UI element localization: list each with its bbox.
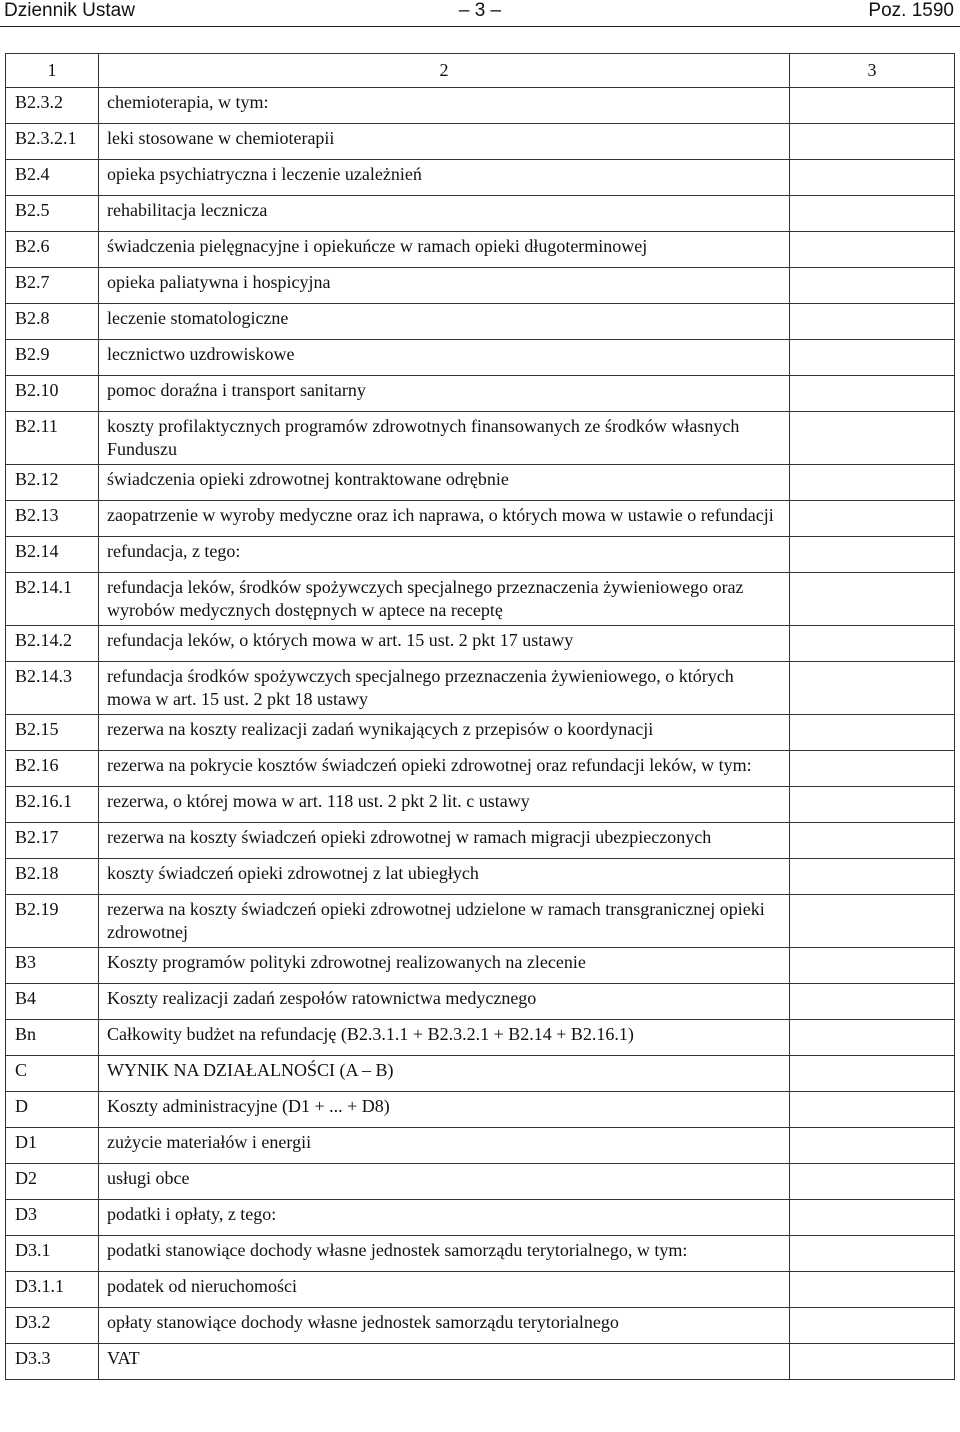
row-value xyxy=(790,1236,955,1272)
row-description: opłaty stanowiące dochody własne jednostek samorządu terytorialnego xyxy=(99,1308,790,1344)
table-row xyxy=(6,304,955,340)
row-code: B2.19 xyxy=(6,895,99,948)
row-code: B2.14.3 xyxy=(6,662,99,715)
row-code: B2.14.1 xyxy=(6,573,99,626)
row-value xyxy=(790,1272,955,1308)
row-description: refundacja leków, o których mowa w art. 15 ust. 2 pkt 17 ustawy xyxy=(99,626,790,662)
row-code: B2.5 xyxy=(6,196,99,232)
row-description: koszty profilaktycznych programów zdrowotnych finansowanych ze środków własnych Funduszu xyxy=(99,412,790,465)
row-value xyxy=(790,1056,955,1092)
row-code: D2 xyxy=(6,1164,99,1200)
table-row xyxy=(6,895,955,948)
position-number: Poz. 1590 xyxy=(868,0,954,21)
table-row xyxy=(6,501,955,537)
row-code: B2.16 xyxy=(6,751,99,787)
row-code: B2.17 xyxy=(6,823,99,859)
row-description: leczenie stomatologiczne xyxy=(99,304,790,340)
row-value xyxy=(790,573,955,626)
row-value xyxy=(790,787,955,823)
row-description: refundacja środków spożywczych specjalnego przeznaczenia żywieniowego, o których mowa w art. 15 ust. 2 pkt 18 ustawy xyxy=(99,662,790,715)
row-value xyxy=(790,1020,955,1056)
table-row xyxy=(6,232,955,268)
table-row xyxy=(6,715,955,751)
row-value xyxy=(790,1308,955,1344)
row-code: B3 xyxy=(6,948,99,984)
row-code: B2.12 xyxy=(6,465,99,501)
table-row xyxy=(6,1344,955,1380)
row-value xyxy=(790,412,955,465)
table-row xyxy=(6,787,955,823)
row-description: refundacja, z tego: xyxy=(99,537,790,573)
row-code: B2.14 xyxy=(6,537,99,573)
table-row xyxy=(6,662,955,715)
table-row xyxy=(6,1236,955,1272)
row-code: D3 xyxy=(6,1200,99,1236)
row-code: B2.16.1 xyxy=(6,787,99,823)
row-code: D3.1.1 xyxy=(6,1272,99,1308)
row-code: Bn xyxy=(6,1020,99,1056)
row-description: świadczenia opieki zdrowotnej kontraktowane odrębnie xyxy=(99,465,790,501)
row-code: B4 xyxy=(6,984,99,1020)
row-description: rezerwa na koszty realizacji zadań wynikających z przepisów o koordynacji xyxy=(99,715,790,751)
row-description: podatki i opłaty, z tego: xyxy=(99,1200,790,1236)
row-description: zużycie materiałów i energii xyxy=(99,1128,790,1164)
row-description: zaopatrzenie w wyroby medyczne oraz ich naprawa, o których mowa w ustawie o refundacji xyxy=(99,501,790,537)
row-code: B2.15 xyxy=(6,715,99,751)
row-description: świadczenia pielęgnacyjne i opiekuńcze w ramach opieki długoterminowej xyxy=(99,232,790,268)
row-code: B2.3.2 xyxy=(6,88,99,124)
row-code: B2.18 xyxy=(6,859,99,895)
row-value xyxy=(790,340,955,376)
table-row xyxy=(6,124,955,160)
row-description: rezerwa na pokrycie kosztów świadczeń opieki zdrowotnej oraz refundacji leków, w tym: xyxy=(99,751,790,787)
row-value xyxy=(790,124,955,160)
row-code: B2.13 xyxy=(6,501,99,537)
row-code: B2.14.2 xyxy=(6,626,99,662)
table-row xyxy=(6,626,955,662)
row-value xyxy=(790,232,955,268)
row-description: podatek od nieruchomości xyxy=(99,1272,790,1308)
table-row xyxy=(6,268,955,304)
row-value xyxy=(790,160,955,196)
row-code: B2.10 xyxy=(6,376,99,412)
column-header: 2 xyxy=(99,54,790,88)
table-row xyxy=(6,751,955,787)
row-value xyxy=(790,465,955,501)
table-row xyxy=(6,340,955,376)
row-value xyxy=(790,1344,955,1380)
table-body xyxy=(6,88,955,1380)
row-code: B2.8 xyxy=(6,304,99,340)
column-header: 3 xyxy=(790,54,955,88)
row-value xyxy=(790,268,955,304)
row-description: Koszty administracyjne (D1 + ... + D8) xyxy=(99,1092,790,1128)
row-description: rezerwa na koszty świadczeń opieki zdrowotnej udzielone w ramach transgranicznej opieki zdrowotnej xyxy=(99,895,790,948)
row-code: B2.6 xyxy=(6,232,99,268)
row-code: D3.3 xyxy=(6,1344,99,1380)
row-value xyxy=(790,895,955,948)
journal-title: Dziennik Ustaw xyxy=(4,0,135,21)
row-value xyxy=(790,662,955,715)
row-description: rezerwa, o której mowa w art. 118 ust. 2 pkt 2 lit. c ustawy xyxy=(99,787,790,823)
page-header xyxy=(0,0,960,24)
row-code: B2.4 xyxy=(6,160,99,196)
row-description: opieka psychiatryczna i leczenie uzależnień xyxy=(99,160,790,196)
table-row xyxy=(6,465,955,501)
table-row xyxy=(6,196,955,232)
row-value xyxy=(790,715,955,751)
row-description: rehabilitacja lecznicza xyxy=(99,196,790,232)
row-value xyxy=(790,1092,955,1128)
table-row xyxy=(6,1272,955,1308)
row-value xyxy=(790,196,955,232)
row-description: Koszty realizacji zadań zespołów ratownictwa medycznego xyxy=(99,984,790,1020)
column-header: 1 xyxy=(6,54,99,88)
column-header-row xyxy=(6,54,955,88)
row-code: B2.7 xyxy=(6,268,99,304)
table-row xyxy=(6,1128,955,1164)
row-description: lecznictwo uzdrowiskowe xyxy=(99,340,790,376)
row-code: D xyxy=(6,1092,99,1128)
table-row xyxy=(6,1200,955,1236)
row-description: VAT xyxy=(99,1344,790,1380)
row-value xyxy=(790,501,955,537)
table-row xyxy=(6,573,955,626)
table-row xyxy=(6,1092,955,1128)
row-value xyxy=(790,626,955,662)
row-description: rezerwa na koszty świadczeń opieki zdrowotnej w ramach migracji ubezpieczonych xyxy=(99,823,790,859)
row-description: leki stosowane w chemioterapii xyxy=(99,124,790,160)
table-row xyxy=(6,859,955,895)
row-code: D3.1 xyxy=(6,1236,99,1272)
table-row xyxy=(6,412,955,465)
row-description: opieka paliatywna i hospicyjna xyxy=(99,268,790,304)
header-rule xyxy=(0,26,960,27)
table-row xyxy=(6,823,955,859)
table-row xyxy=(6,984,955,1020)
row-value xyxy=(790,304,955,340)
page-number: – 3 – xyxy=(458,0,502,21)
row-code: D1 xyxy=(6,1128,99,1164)
table-row xyxy=(6,88,955,124)
table-row xyxy=(6,537,955,573)
row-description: WYNIK NA DZIAŁALNOŚCI (A – B) xyxy=(99,1056,790,1092)
row-description: podatki stanowiące dochody własne jednostek samorządu terytorialnego, w tym: xyxy=(99,1236,790,1272)
row-value xyxy=(790,823,955,859)
row-description: Koszty programów polityki zdrowotnej realizowanych na zlecenie xyxy=(99,948,790,984)
table-row xyxy=(6,948,955,984)
row-description: Całkowity budżet na refundację (B2.3.1.1 + B2.3.2.1 + B2.14 + B2.16.1) xyxy=(99,1020,790,1056)
table-row xyxy=(6,1020,955,1056)
table-row xyxy=(6,1056,955,1092)
table-row xyxy=(6,160,955,196)
row-value xyxy=(790,1128,955,1164)
row-code: B2.11 xyxy=(6,412,99,465)
row-value xyxy=(790,751,955,787)
row-code: B2.9 xyxy=(6,340,99,376)
row-value xyxy=(790,984,955,1020)
table-row xyxy=(6,1164,955,1200)
row-description: pomoc doraźna i transport sanitarny xyxy=(99,376,790,412)
row-description: usługi obce xyxy=(99,1164,790,1200)
row-code: C xyxy=(6,1056,99,1092)
row-value xyxy=(790,948,955,984)
table-row xyxy=(6,1308,955,1344)
row-description: refundacja leków, środków spożywczych specjalnego przeznaczenia żywieniowego oraz wyrobów medycznych dostępnych w aptece na receptę xyxy=(99,573,790,626)
table-row xyxy=(6,376,955,412)
row-code: B2.3.2.1 xyxy=(6,124,99,160)
row-description: chemioterapia, w tym: xyxy=(99,88,790,124)
cost-table xyxy=(5,53,955,1380)
row-value xyxy=(790,1200,955,1236)
row-value xyxy=(790,88,955,124)
row-value xyxy=(790,859,955,895)
row-description: koszty świadczeń opieki zdrowotnej z lat ubiegłych xyxy=(99,859,790,895)
row-code: D3.2 xyxy=(6,1308,99,1344)
row-value xyxy=(790,1164,955,1200)
row-value xyxy=(790,537,955,573)
row-value xyxy=(790,376,955,412)
